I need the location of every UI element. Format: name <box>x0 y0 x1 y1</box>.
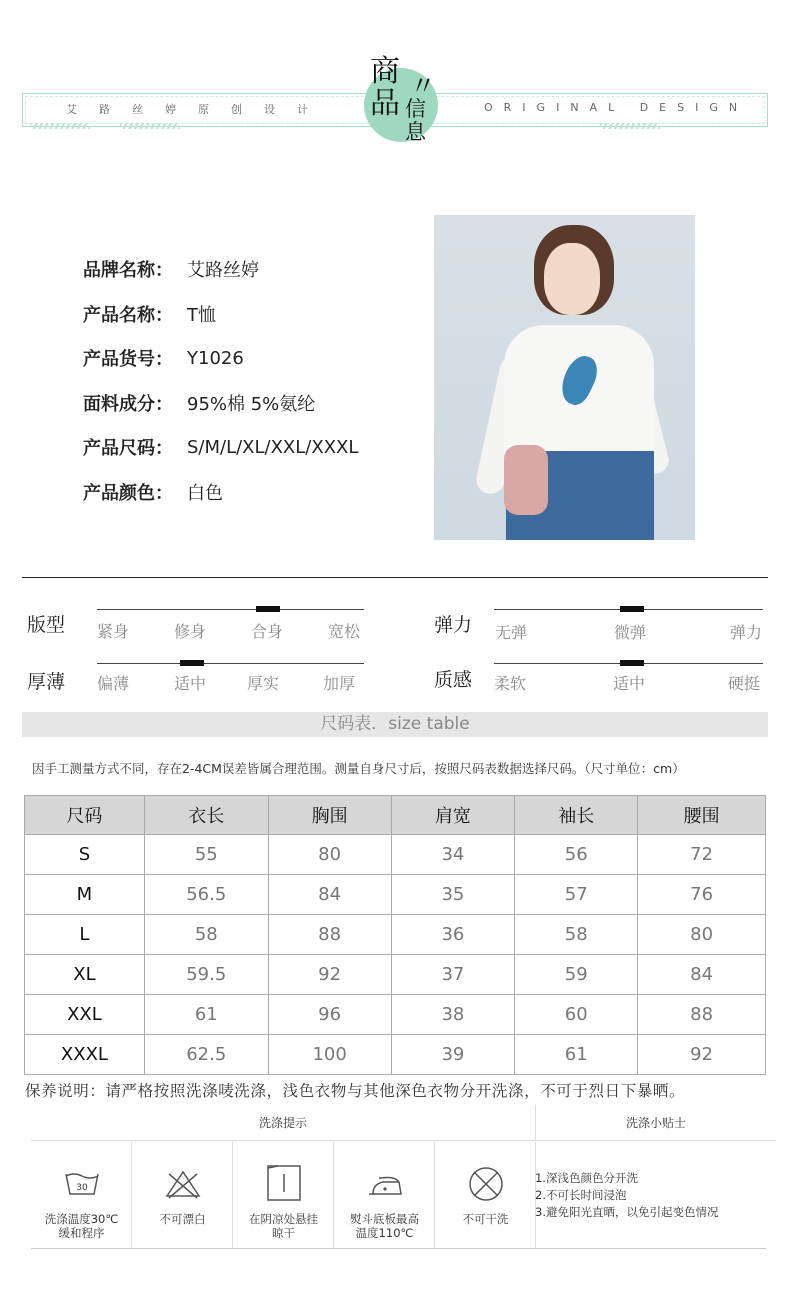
title-big: 商品 <box>370 54 400 121</box>
washing-bottom-line <box>31 1248 766 1249</box>
info-row-name <box>83 292 358 337</box>
table-cell: 59.5 <box>144 955 268 995</box>
wash-item-label <box>132 1212 233 1226</box>
fit-scale <box>97 609 364 610</box>
info-value: Y1026 <box>187 347 244 369</box>
table-cell: 37 <box>391 955 515 995</box>
wash-line: 温度110℃ <box>355 1226 414 1240</box>
table-cell: 100 <box>268 1035 391 1075</box>
info-row-sizes <box>83 425 358 470</box>
wash-item-label <box>31 1212 132 1240</box>
header-cell: 肩宽 <box>391 796 515 835</box>
wash-30-icon <box>62 1164 102 1204</box>
info-value: 95%棉 5%氨纶 <box>187 393 316 415</box>
table-cell: 61 <box>515 1035 638 1075</box>
table-row <box>25 955 766 995</box>
table-cell: 35 <box>391 875 515 915</box>
header-deco-left-2 <box>120 123 180 129</box>
size-cell: XXXL <box>25 1035 145 1075</box>
section-divider <box>22 577 768 578</box>
size-table-header <box>25 796 766 835</box>
header-cell: 胸围 <box>268 796 391 835</box>
washing-tips <box>535 1170 718 1221</box>
info-value: S/M/L/XL/XXL/XXXL <box>187 436 359 458</box>
table-cell: 84 <box>638 955 766 995</box>
info-value: 白色 <box>187 482 223 504</box>
thickness-option: 适中 <box>174 674 207 693</box>
elasticity-option: 无弹 <box>495 623 528 642</box>
size-table <box>24 795 766 1075</box>
table-cell: 88 <box>638 995 766 1035</box>
thickness-option: 加厚 <box>323 674 356 693</box>
size-cell: XL <box>25 955 145 995</box>
table-cell: 84 <box>268 875 391 915</box>
wash-line: 不可干洗 <box>462 1212 509 1226</box>
table-cell: 55 <box>144 835 268 875</box>
table-cell: 72 <box>638 835 766 875</box>
info-row-color <box>83 470 358 515</box>
table-row <box>25 915 766 955</box>
thickness-scale <box>97 663 364 664</box>
size-cell: XXL <box>25 995 145 1035</box>
info-row-fabric <box>83 381 358 426</box>
info-value: T恤 <box>187 304 216 326</box>
fit-option: 修身 <box>174 622 207 641</box>
texture-marker <box>620 660 644 666</box>
info-key: 面料成分： <box>83 393 173 415</box>
wash-item <box>132 1142 233 1248</box>
table-cell: 88 <box>268 915 391 955</box>
table-row <box>25 835 766 875</box>
info-row-brand <box>83 247 358 292</box>
size-note: 因手工测量方式不同，存在2-4CM误差皆属合理范围。测量自身尺寸后，按照尺码表数据选择尺码。（尺寸单位：cm） <box>32 761 685 776</box>
table-cell: 56.5 <box>144 875 268 915</box>
table-cell: 39 <box>391 1035 515 1075</box>
washing-header-right: 洗涤小贴士 <box>535 1105 776 1141</box>
texture-label: 质感 <box>434 669 473 691</box>
info-key: 产品货号： <box>83 349 173 371</box>
fit-option: 紧身 <box>97 622 130 641</box>
info-key: 产品颜色： <box>83 482 173 504</box>
header-cell: 尺码 <box>25 796 145 835</box>
washing-header-left: 洗涤提示 <box>31 1105 535 1141</box>
wash-item <box>31 1142 132 1248</box>
header-cell: 袖长 <box>515 796 638 835</box>
fit-marker <box>256 606 280 612</box>
wash-line: 缓和程序 <box>58 1226 105 1240</box>
table-cell: 62.5 <box>144 1035 268 1075</box>
header-right-text: ORIGINAL DESIGN <box>484 101 749 114</box>
header-deco-right <box>600 123 660 129</box>
size-cell: L <box>25 915 145 955</box>
wash-line: 在阴凉处悬挂 <box>249 1212 318 1226</box>
no-dry-clean-icon <box>466 1164 506 1204</box>
wash-line: 晾干 <box>272 1226 295 1240</box>
fit-option: 宽松 <box>328 622 361 641</box>
wash-line: 不可漂白 <box>159 1212 206 1226</box>
elasticity-option: 弹力 <box>730 623 763 642</box>
wash-item <box>233 1142 334 1248</box>
table-cell: 58 <box>515 915 638 955</box>
texture-option: 适中 <box>613 674 646 693</box>
thickness-marker <box>180 660 204 666</box>
table-cell: 57 <box>515 875 638 915</box>
product-photo <box>434 215 695 540</box>
tip-item: 3.避免阳光直晒，以免引起变色情况 <box>535 1205 719 1219</box>
wash-item <box>334 1142 435 1248</box>
thickness-label: 厚薄 <box>27 671 66 693</box>
texture-option: 柔软 <box>494 674 527 693</box>
table-cell: 96 <box>268 995 391 1035</box>
no-bleach-icon <box>163 1164 203 1204</box>
table-cell: 76 <box>638 875 766 915</box>
texture-option: 硬挺 <box>728 674 761 693</box>
wash-item-label <box>334 1212 435 1240</box>
fit-label: 版型 <box>27 614 66 636</box>
table-row <box>25 995 766 1035</box>
wash-line: 洗涤温度30℃ <box>44 1212 119 1226</box>
photo-face <box>544 243 600 315</box>
elasticity-label: 弹力 <box>434 614 473 636</box>
table-cell: 92 <box>638 1035 766 1075</box>
table-cell: 36 <box>391 915 515 955</box>
product-info <box>83 247 358 514</box>
header-deco-left <box>30 123 90 129</box>
title-small: 信息 <box>405 97 426 144</box>
iron-icon <box>365 1164 405 1204</box>
wash-item-label <box>233 1212 334 1240</box>
table-row <box>25 875 766 915</box>
wash-item-label <box>435 1212 536 1226</box>
thickness-option: 厚实 <box>247 674 280 693</box>
table-cell: 56 <box>515 835 638 875</box>
fit-option: 合身 <box>251 622 284 641</box>
line-dry-shade-icon <box>264 1164 304 1204</box>
table-cell: 61 <box>144 995 268 1035</box>
size-table-title: 尺码表．size table <box>22 712 768 737</box>
table-cell: 92 <box>268 955 391 995</box>
info-key: 品牌名称： <box>83 260 173 282</box>
tip-item: 2.不可长时间浸泡 <box>535 1188 627 1202</box>
size-cell: S <box>25 835 145 875</box>
table-cell: 59 <box>515 955 638 995</box>
table-cell: 38 <box>391 995 515 1035</box>
size-cell: M <box>25 875 145 915</box>
photo-bag <box>504 445 548 515</box>
table-cell: 80 <box>268 835 391 875</box>
table-cell: 80 <box>638 915 766 955</box>
info-value: 艾路丝婷 <box>187 260 259 282</box>
wash-item <box>435 1142 536 1248</box>
table-cell: 60 <box>515 995 638 1035</box>
table-cell: 58 <box>144 915 268 955</box>
title-quote: 〃 <box>410 72 437 102</box>
header-left-text: 艾路丝婷原创设计 <box>66 103 330 116</box>
table-row <box>25 1035 766 1075</box>
wash-line: 熨斗底板最高 <box>350 1212 419 1226</box>
header-cell: 腰围 <box>638 796 766 835</box>
wash-temp-mark: 30 <box>76 1183 88 1193</box>
elasticity-option: 微弹 <box>614 623 647 642</box>
elasticity-marker <box>620 606 644 612</box>
tip-item: 1.深浅色颜色分开洗 <box>535 1171 638 1185</box>
thickness-option: 偏薄 <box>97 674 130 693</box>
table-cell: 34 <box>391 835 515 875</box>
header-cell: 衣长 <box>144 796 268 835</box>
info-row-sku <box>83 336 358 381</box>
care-note: 保养说明：请严格按照洗涤唛洗涤，浅色衣物与其他深色衣物分开洗涤，不可于烈日下暴晒。 <box>25 1082 686 1100</box>
info-key: 产品名称： <box>83 304 173 326</box>
info-key: 产品尺码： <box>83 438 173 460</box>
